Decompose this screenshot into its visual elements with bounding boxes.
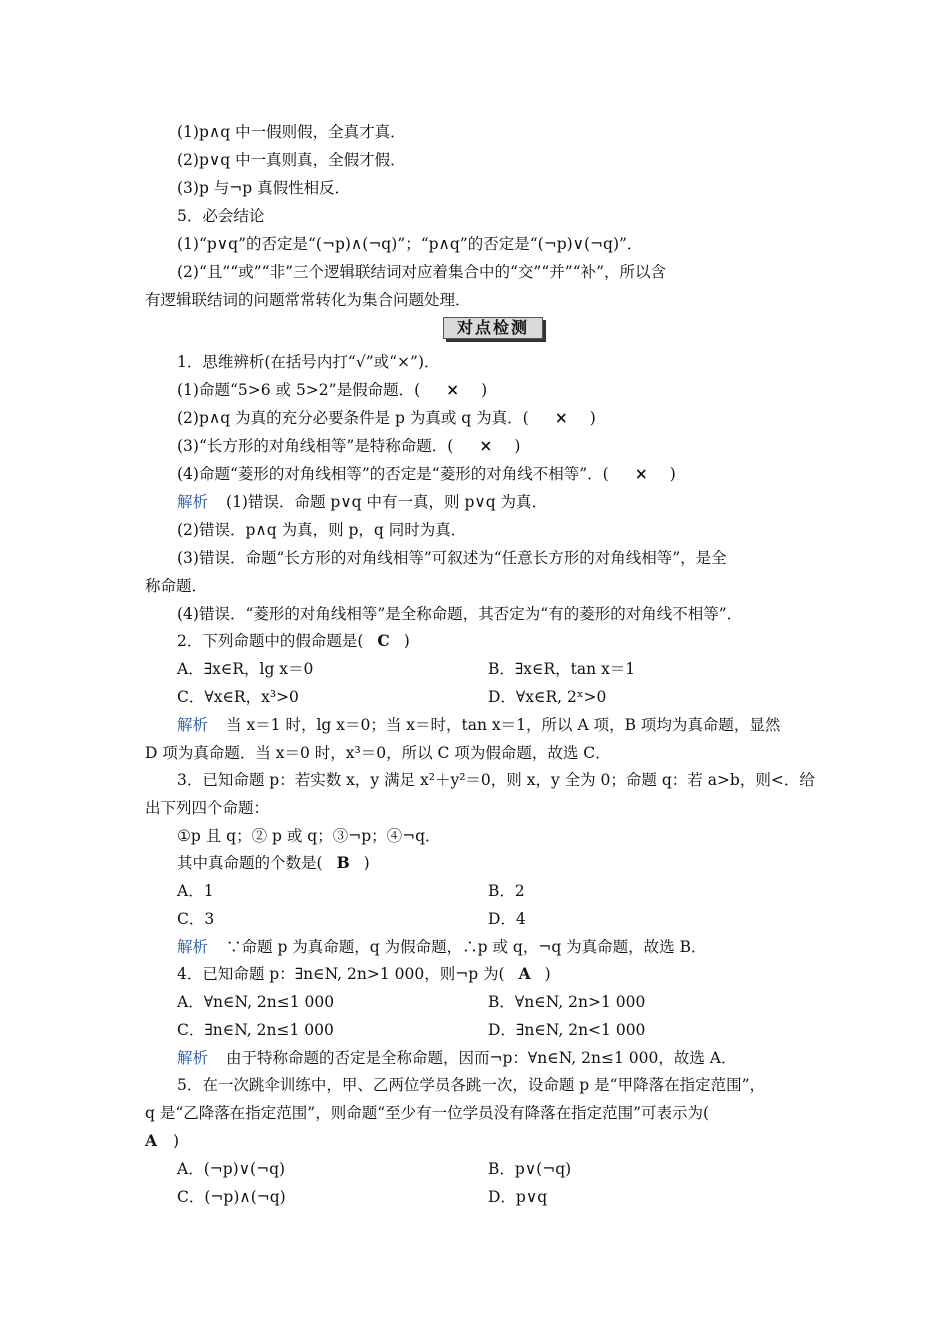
q3-ask-text: 其中真命题的个数是(: [177, 854, 323, 872]
q1-item-3-answer: ×: [479, 436, 493, 455]
q5-stem-line-1: 5．在一次跳伞训练中，甲、乙两位学员各跳一次，设命题 p 是“甲降落在指定范围”，: [177, 1076, 765, 1094]
q4-option-b: B．∀n∈N, 2n>1 000: [488, 993, 646, 1011]
conclusion-2-line-1: (2)“且”“或”“非”三个逻辑联结词对应着集合中的“交”“并”“补”，所以含: [177, 263, 667, 281]
q1-solution-3-line-1: (3)错误．命题“长方形的对角线相等”可叙述为“任意长方形的对角线相等”，是全: [177, 549, 727, 567]
q1-item-1-text: (1)命题“5>6 或 5>2”是假命题．(: [177, 381, 421, 399]
q1-item-1-close: ): [481, 381, 488, 399]
q2-stem: [0, 631, 950, 651]
q1-item-1: [0, 380, 950, 400]
q4-option-c: C．∃n∈N, 2n≤1 000: [177, 1021, 334, 1039]
conclusions-heading: 5．必会结论: [177, 207, 265, 225]
q1-solution-4: (4)错误．“菱形的对角线相等”是全称命题，其否定为“有的菱形的对角线不相等”．: [177, 605, 743, 623]
q4-option-d: D．∃n∈N, 2n<1 000: [488, 1021, 646, 1039]
q1-item-4-text: (4)命题“菱形的对角线相等”的否定是“菱形的对角线不相等”．(: [177, 465, 609, 483]
q2-options-row-1: [0, 659, 950, 679]
rule-3: (3)p 与¬p 真假性相反．: [177, 179, 351, 197]
q3-solution: [0, 937, 950, 957]
q5-option-b: B．p∨(¬q): [488, 1160, 572, 1178]
section-title: 对点检测: [456, 318, 529, 337]
q5-stem-line-2: q 是“乙降落在指定范围”，则命题“至少有一位学员没有降落在指定范围”可表示为(: [145, 1104, 710, 1122]
q4-options-row-1: [0, 992, 950, 1012]
q2-stem-text: 2．下列命题中的假命题是(: [177, 632, 364, 650]
q4-solution-text: 由于特称命题的否定是全称命题，因而¬p：∀n∈N, 2n≤1 000，故选 A．: [226, 1049, 737, 1067]
q4-answer: A: [518, 964, 531, 983]
q3-stem-line-2: 出下列四个命题：: [145, 799, 270, 817]
q1-stem: 1．思维辨析(在括号内打“√”或“×”)．: [177, 353, 440, 371]
q3-options-row-2: [0, 909, 950, 929]
q3-list: ①p 且 q；② p 或 q；③¬p；④¬q．: [177, 827, 441, 845]
q5-answer-line: [0, 1131, 950, 1151]
q4-close: ): [544, 965, 551, 983]
conclusion-2-line-2: 有逻辑联结词的问题常常转化为集合问题处理．: [145, 291, 471, 309]
q1-solution-2: (2)错误．p∧q 为真，则 p，q 同时为真．: [177, 521, 467, 539]
q5-option-d: D．p∨q: [488, 1188, 548, 1206]
q4-stem-text: 4．已知命题 p：∃n∈N, 2n>1 000，则¬p 为(: [177, 965, 505, 983]
q3-ask: [0, 853, 950, 873]
q1-solution-1-text: (1)错误．命题 p∨q 中有一真，则 p∨q 为真．: [226, 493, 548, 511]
q5-options-row-1: [0, 1159, 950, 1179]
q5-option-a: A．(¬p)∨(¬q): [177, 1160, 286, 1178]
q1-item-1-answer: ×: [446, 380, 460, 399]
q2-answer: C: [377, 631, 390, 650]
q3-option-b: B．2: [488, 882, 525, 900]
conclusion-1: (1)“p∨q”的否定是“(¬p)∧(¬q)”；“p∧q”的否定是“(¬p)∨(¬q)”．: [177, 235, 643, 253]
q1-item-3-text: (3)“长方形的对角线相等”是特称命题．(: [177, 437, 454, 455]
q5-option-c: C．(¬p)∧(¬q): [177, 1188, 286, 1206]
q3-option-c: C．3: [177, 910, 215, 928]
rule-2: (2)p∨q 中一真则真，全假才假．: [177, 151, 406, 169]
q3-solution-text: ∵命题 p 为真命题，q 为假命题，∴p 或 q，¬q 为真命题，故选 B．: [226, 938, 707, 956]
q2-option-a: A．∃x∈R，lg x＝0: [177, 660, 314, 678]
q3-stem-line-1: 3．已知命题 p：若实数 x，y 满足 x²＋y²＝0，则 x，y 全为 0；命题 q：若 a>b，则<．给: [177, 771, 815, 789]
q1-solution-3-line-2: 称命题．: [145, 577, 208, 595]
q1-item-3: [0, 436, 950, 456]
q4-stem: [0, 964, 950, 984]
q2-option-c: C．∀x∈R，x³>0: [177, 688, 299, 706]
q1-solution-1: [0, 492, 950, 512]
q3-answer: B: [336, 853, 350, 872]
q4-options-row-2: [0, 1020, 950, 1040]
q5-answer: A: [145, 1131, 158, 1150]
q4-solution: [0, 1048, 950, 1068]
q1-item-4-close: ): [669, 465, 676, 483]
q4-option-a: A．∀n∈N, 2n≤1 000: [177, 993, 335, 1011]
q2-options-row-2: [0, 687, 950, 707]
q2-solution-label: 解析: [177, 716, 209, 734]
q3-option-d: D．4: [488, 910, 526, 928]
rule-1: (1)p∧q 中一假则假，全真才真．: [177, 123, 406, 141]
q1-item-3-close: ): [514, 437, 521, 455]
q5-close: ): [173, 1132, 180, 1150]
q2-solution-line-1: [0, 715, 950, 735]
q2-option-b: B．∃x∈R，tan x＝1: [488, 660, 636, 678]
q3-solution-label: 解析: [177, 938, 209, 956]
q4-solution-label: 解析: [177, 1049, 209, 1067]
q1-item-4-answer: ×: [634, 464, 648, 483]
q1-item-4: [0, 464, 950, 484]
q3-option-a: A．1: [177, 882, 214, 900]
q1-item-2: [0, 408, 950, 428]
q3-options-row-1: [0, 881, 950, 901]
q2-option-d: D．∀x∈R, 2ˣ>0: [488, 688, 607, 706]
q1-solution-label: 解析: [177, 493, 209, 511]
q1-item-2-text: (2)p∧q 为真的充分必要条件是 p 为真或 q 为真．(: [177, 409, 529, 427]
q5-options-row-2: [0, 1187, 950, 1207]
section-banner: [443, 317, 545, 341]
q2-solution-line-2: D 项为真命题．当 x＝0 时，x³＝0，所以 C 项为假命题，故选 C．: [145, 744, 611, 762]
q1-item-2-answer: ×: [554, 408, 568, 427]
q3-close: ): [363, 854, 370, 872]
q2-close: ): [403, 632, 410, 650]
q1-item-2-close: ): [589, 409, 596, 427]
q2-solution-text-1: 当 x＝1 时，lg x＝0；当 x＝时，tan x＝1，所以 A 项，B 项均为真命题，显然: [226, 716, 781, 734]
